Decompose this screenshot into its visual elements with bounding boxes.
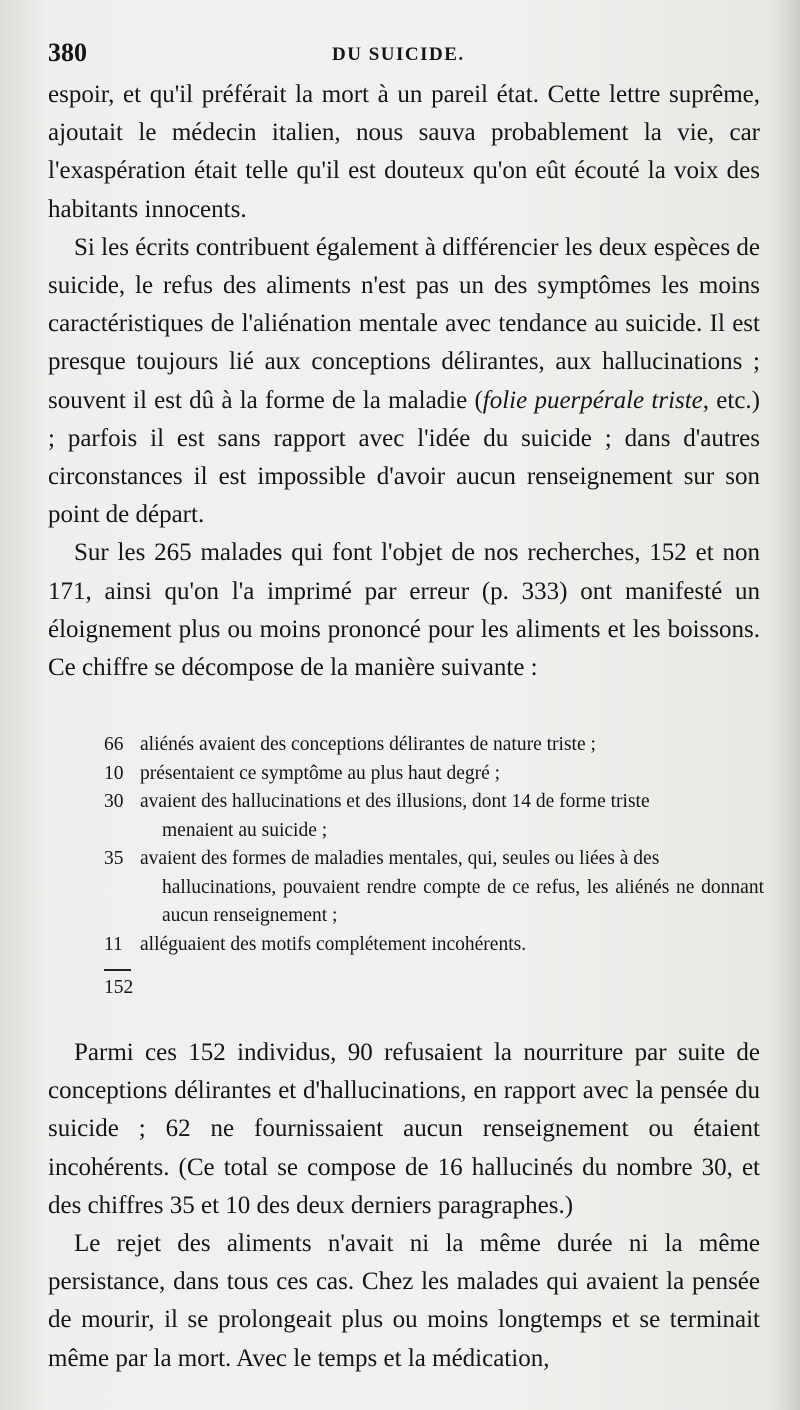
paragraph-2-part-a: Si les écrits contribuent également à différencier les deux espèces de suicide, le refus des aliments n'est pas un des symptômes les moins caractéristiques de l'aliénation mentale avec tendance au suicide. Il est presque toujours lié aux conceptions délirantes, aux hallucinations ; souvent il est dû à la forme de la maladie ( (48, 233, 760, 414)
paragraph-2 (48, 229, 760, 535)
page-edge-shadow (772, 0, 800, 1410)
paragraph-1: espoir, et qu'il préférait la mort à un pareil état. Cette lettre suprême, ajoutait le médecin italien, nous sauva probablement la vie, car l'exaspération était telle qu'il est douteux qu'on eût écouté la voix des habitants innocents. (48, 81, 760, 223)
list-item (104, 845, 764, 931)
list-item-text: présentaient ce symptôme au plus haut degré ; (140, 762, 501, 784)
list-item (104, 760, 764, 789)
page-number: 380 (48, 38, 87, 67)
paragraph-4: Parmi ces 152 individus, 90 refusaient la nourriture par suite de conceptions délirantes et d'hallucinations, en rapport avec la pensée du suicide ; 62 ne fournissaient aucun renseignement ou étaient incohérents. (Ce total se compose de 16 hallucinés du nombre 30, et des chiffres 35 et 10 des deux derniers paragraphes.) (48, 1039, 760, 1219)
list-item-continuation: menaient au suicide ; (162, 819, 328, 841)
sum-total: 152 (104, 977, 134, 998)
paragraph-5: Le rejet des aliments n'avait ni la même durée ni la même persistance, dans tous ces cas. Chez les malades qui avaient la pensée de mourir, il se prolongeait plus ou moins longtemps et se terminait même par la mort. Avec le temps et la médication, (48, 1230, 760, 1372)
body-text-bottom (48, 1034, 760, 1378)
list-item-text: avaient des formes de maladies mentales, qui, seules ou liées à des (140, 848, 660, 869)
list-item-number: 66 (104, 734, 124, 755)
list-item (104, 788, 764, 845)
list-item (104, 731, 764, 760)
paragraph-2-italic: folie puerpérale triste (482, 386, 703, 414)
list-item (104, 931, 764, 960)
breakdown-list (104, 731, 764, 959)
paragraph-3: Sur les 265 malades qui font l'objet de nos recherches, 152 et non 171, ainsi qu'on l'a imprimé par erreur (p. 333) ont manifesté un éloignement plus ou moins prononcé pour les aliments et les boissons. Ce chiffre se décompose de la manière suivante : (48, 539, 760, 682)
list-item-number: 11 (104, 933, 123, 955)
list-item-number: 30 (104, 791, 124, 812)
page-header (48, 38, 760, 72)
list-item-number: 10 (104, 762, 124, 784)
list-item-number: 35 (104, 848, 124, 869)
running-head: DU SUICIDE. (332, 44, 465, 65)
sum-rule (104, 969, 131, 971)
list-item-text: aliénés avaient des conceptions délirantes de nature triste ; (140, 734, 596, 755)
body-text-top (48, 76, 760, 687)
list-item-text: alléguaient des motifs complétement incohérents. (140, 933, 527, 955)
list-item-continuation: hallucinations, pouvaient rendre compte de ce refus, les aliénés ne donnant aucun renseignement ; (162, 876, 764, 926)
list-item-text: avaient des hallucinations et des illusions, dont 14 de forme triste (140, 791, 650, 812)
paragraph-2-part-b: , etc.) ; parfois il est sans rapport avec l'idée du suicide ; dans d'autres circonstances il est impossible d'avoir aucun renseignement sur son point de départ. (48, 386, 761, 529)
